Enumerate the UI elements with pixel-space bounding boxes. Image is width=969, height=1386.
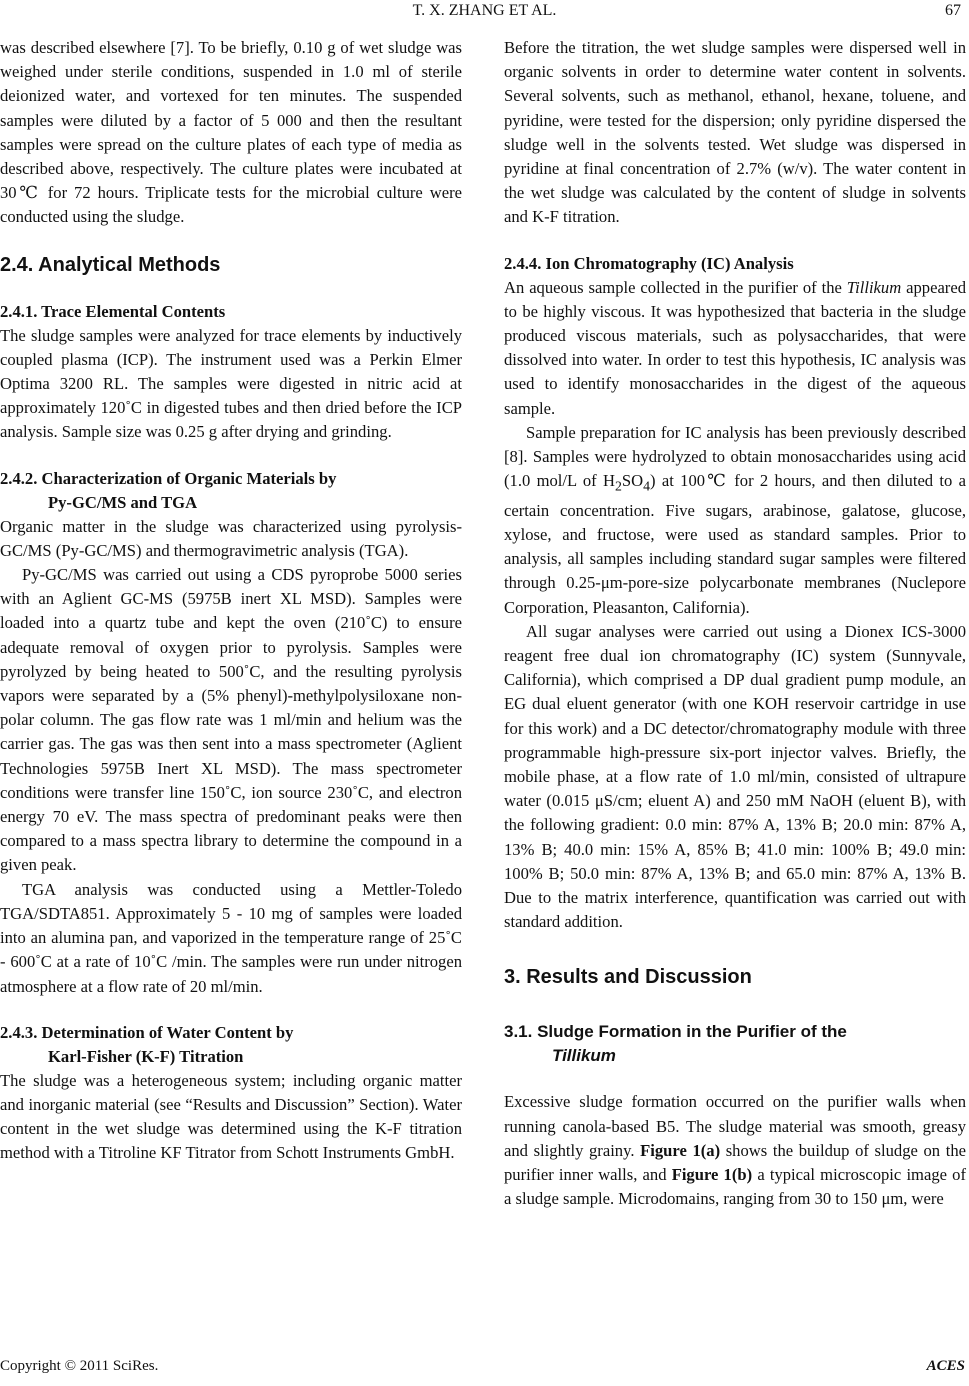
section-2-4-3-heading-line2: Karl-Fisher (K-F) Titration (48, 1046, 244, 1066)
text-run: appeared to be highly viscous. It was hypothesized that bacteria in the sludge produced viscous materials, such as polysaccharides, that were dissolved into water. In order to test this hypothesis, IC analysis was used to identify monosaccharides in the digest of the aqueous sample. (504, 277, 966, 418)
section-2-4-2-paragraph-3: TGA analysis was conducted using a Mettler-Toledo TGA/SDTA851. Approximately 5 - 10 mg of samples were loaded into an alumina pan, and vaporized in the temperature range of 25˚C - 600˚C at a rate of 10˚C /min. The samples were run under nitrogen atmosphere at a flow rate of 20 ml/min. (0, 879, 462, 996)
kf-titration-continuation: Before the titration, the wet sludge samples were dispersed well in organic solvents in order to determine water content in solvents. Several solvents, such as methanol, ethanol, hexane, toluene, and pyridine, were tested for the dispersion; only pyridine dispersed the sludge well in the solvents tested. Wet sludge was dispersed in pyridine at final concentration of 2.7% (w/v). The water content in the wet sludge was calculated by the content of sludge in solvents and K-F titration. (504, 38, 966, 227)
section-2-4-2-heading-line2: Py-GC/MS and TGA (48, 492, 198, 512)
section-2-4-2-paragraph-2: Py-GC/MS was carried out using a CDS pyroprobe 5000 series with an Aglient GC-MS (5975B inert XL MSD). Samples were loaded into a quartz tube and kept the oven (210˚C) to ensure adequate removal of oxygen prior to pyrolysis. Samples were pyrolyzed by being heated to 500˚C, and the resulting pyrolysis vapors were separated by a (5% phenyl)-methylpolysiloxane non-polar column. The gas flow rate was 1 ml/min and helium was the carrier gas. The gas was then sent into a mass spectrometer (Aglient Technologies 5975B Inert XL MSD). The mass spectrometer conditions were transfer line 150˚C, ion source 230˚C, and electron energy 70 eV. The mass spectra of predominant peaks were then compared to a mass spectra library to determine the compound in a given peak. (0, 565, 462, 875)
section-3-1-heading (504, 1020, 966, 1068)
vessel-name-italic: Tillikum (846, 277, 902, 297)
left-column (0, 36, 462, 1166)
section-2-4-4-heading: 2.4.4. Ion Chromatography (IC) Analysis (504, 253, 794, 273)
section-2-4-2-paragraph-1: Organic matter in the sludge was characterized using pyrolysis-GC/MS (Py-GC/MS) and thermogravimetric analysis (TGA). (0, 516, 462, 560)
section-2-4-3-text: The sludge was a heterogeneous system; including organic matter and inorganic material (see “Results and Discussion” Section). Water content in the wet sludge was determined using the K-F titration method with a Titroline KF Titrator from Schott Instruments GmbH. (0, 1070, 462, 1163)
running-head (0, 0, 969, 28)
right-column (504, 36, 966, 1211)
figure-1a-reference: Figure 1(a) (640, 1140, 721, 1160)
section-2-4-3-heading-line1: 2.4.3. Determination of Water Content by (0, 1022, 294, 1042)
text-run: An aqueous sample collected in the purifier of the (504, 277, 847, 297)
running-title: T. X. ZHANG ET AL. (412, 2, 557, 19)
section-2-4-4-paragraph-2 (504, 421, 966, 620)
section-2-4-1-heading: 2.4.1. Trace Elemental Contents (0, 301, 226, 321)
section-3-1-heading-line1: 3.1. Sludge Formation in the Purifier of the (504, 1022, 847, 1042)
section-2-4-1-text: The sludge samples were analyzed for trace elements by inductively coupled plasma (ICP). The instrument used was a Perkin Elmer Optima 3200 RL. The samples were digested in nitric acid at approximately 120˚C in digested tubes and then dried before the ICP analysis. Sample size was 0.25 g after drying and grinding. (0, 325, 462, 442)
section-2-4-2-heading-line1: 2.4.2. Characterization of Organic Materials by (0, 468, 337, 488)
section-2-4-4-paragraph-1 (504, 276, 966, 421)
journal-abbreviation: ACES (926, 1358, 965, 1374)
footer (0, 1358, 969, 1382)
section-3-1-heading-line2: Tillikum (552, 1046, 616, 1066)
text-run: ) at 100℃ for 2 hours, and then diluted to a certain concentration. Five sugars, arabinose, galatose, glucose, xylose, and fructose, were used as standard samples. Prior to analysis, all samples including standard sugar samples were filtered through 0.25-μm-pore-size polycarbonate membranes (Nuclepore Corporation, Pleasanton, California). (504, 471, 966, 617)
intro-paragraph: was described elsewhere [7]. To be briefly, 0.10 g of wet sludge was weighed under sterile conditions, suspended in 1.0 ml of sterile deionized water, and vortexed for ten minutes. The suspended samples were diluted by a factor of 5 000 and then the resultant samples were spread on the culture plates of each type of media as described above, respectively. The culture plates were incubated at 30℃ for 72 hours. Triplicate tests for the microbial culture were conducted using the sludge. (0, 38, 462, 227)
text-run: Excessive sludge formation occurred on the purifier walls when running canola-based B5. The sludge material was smooth, greasy and slightly grainy. (504, 1092, 966, 1160)
page-number: 67 (945, 2, 961, 19)
text-run: SO (621, 471, 644, 491)
subscript: 4 (643, 478, 651, 494)
section-2-4-2-heading (0, 467, 462, 515)
section-3-1-text (504, 1090, 966, 1211)
section-3-heading: 3. Results and Discussion (504, 966, 752, 989)
text-run: shows the buildup of sludge on the purifier inner walls, and (504, 1140, 966, 1185)
copyright-notice: Copyright © 2011 SciRes. (0, 1358, 159, 1374)
text-run: Sample preparation for IC analysis has been previously described [8]. Samples were hydrolyzed to obtain monosaccharides using acid (1.0 mol/L of H (504, 422, 966, 491)
section-2-4-heading: 2.4. Analytical Methods (0, 253, 221, 276)
figure-1b-reference: Figure 1(b) (671, 1165, 753, 1185)
section-2-4-3-heading (0, 1021, 462, 1069)
section-2-4-4-paragraph-3: All sugar analyses were carried out using a Dionex ICS-3000 reagent free dual ion chromatography (IC) system (Sunnyvale, California), which comprised a DP dual gradient pump module, an EG dual eluent generator (with one KOH reservoir cartridge in use for this work) and a DC detector/chromatography module with three programmable high-pressure six-port injector valves. Briefly, the mobile phase, at a flow rate of 1.0 ml/min, consisted of ultrapure water (0.015 μS/cm; eluent A) and 250 mM NaOH (eluent B), with the following gradient: 0.0 min: 87% A, 13% B; 20.0 min: 87% A, 13% B; 40.0 min: 15% A, 85% B; 41.0 min: 100% B; 49.0 min: 100% B; 50.0 min: 87% A, 13% B; and 65.0 min: 87% A, 13% B. Due to the matrix interference, quantification was carried out with standard addition. (504, 621, 966, 932)
text-run: a typical microscopic image of a sludge sample. Microdomains, ranging from 30 to 150 μm, were (504, 1165, 966, 1209)
subscript: 2 (614, 478, 622, 494)
